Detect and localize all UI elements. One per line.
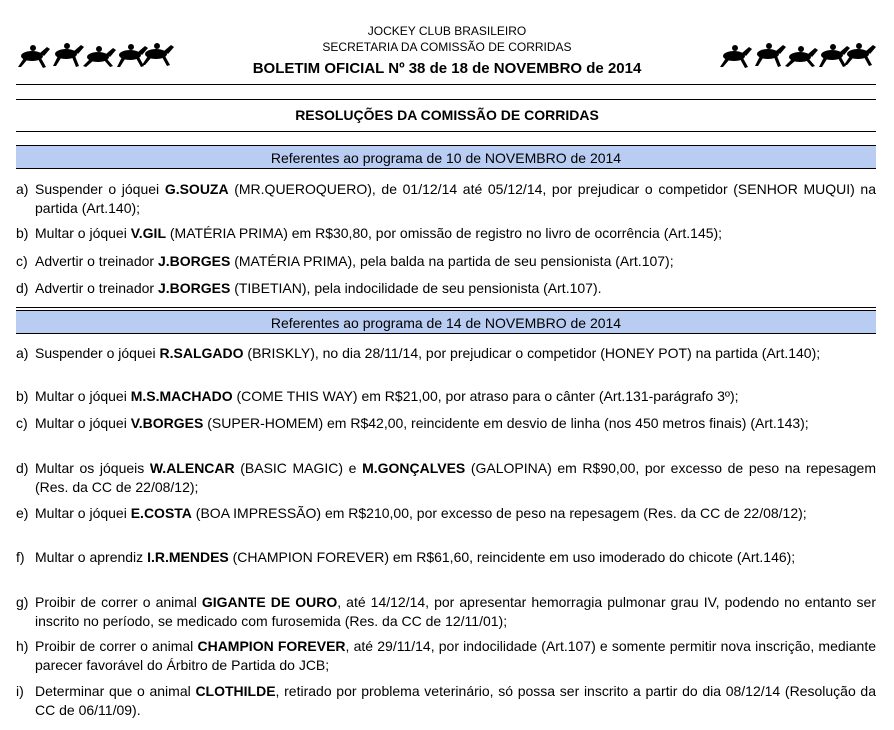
resolution-item: [16, 504, 876, 523]
department-name: SECRETARIA DA COMISSÃO DE CORRIDAS: [322, 40, 572, 54]
racing-horses-icon: [16, 40, 176, 70]
item-label: c): [16, 415, 28, 431]
item-text: Multar o aprendiz I.R.MENDES (CHAMPION FOREVER) em R$61,60, reincidente em uso imoderado do chicote (Art.146);: [35, 549, 796, 565]
item-text: Multar o jóquei M.S.MACHADO (COME THIS WAY) em R$21,00, por atraso para o cânter (Art.131-parágrafo 3º);: [35, 388, 739, 404]
resolution-item: [16, 682, 876, 720]
page-title: RESOLUÇÕES DA COMISSÃO DE CORRIDAS: [295, 107, 599, 123]
item-label: b): [16, 225, 29, 241]
divider: [16, 99, 876, 100]
item-label: a): [16, 181, 29, 197]
section-heading: Referentes ao programa de 10 de NOVEMBRO de 2014: [16, 145, 876, 169]
item-text: Proibir de correr o animal CHAMPION FOREVER, até 29/11/14, por indocilidade (Art.107) e somente permitir nova inscrição, mediante parecer favorável do Árbitro de Partida do JCB;: [35, 638, 876, 673]
resolution-item: [16, 252, 876, 271]
item-label: h): [16, 638, 29, 654]
item-label: e): [16, 505, 29, 521]
item-text: Multar o jóquei V.GIL (MATÉRIA PRIMA) em R$30,80, por omissão de registro no livro de ocorrência (Art.145);: [35, 225, 723, 241]
resolution-item: [16, 459, 876, 497]
divider: [16, 307, 876, 308]
item-text: Determinar que o animal CLOTHILDE, retirado por problema veterinário, só possa ser inscrito a partir do dia 08/12/14 (Resolução da CC de 06/11/09).: [35, 683, 876, 718]
section-heading: Referentes ao programa de 14 de NOVEMBRO de 2014: [16, 310, 876, 334]
item-label: d): [16, 280, 29, 296]
item-text: Multar o jóquei E.COSTA (BOA IMPRESSÃO) em R$210,00, por excesso de peso na repesagem (Res. da CC de 22/08/12);: [35, 505, 807, 521]
item-text: Suspender o jóquei G.SOUZA (MR.QUEROQUERO), de 01/12/14 até 05/12/14, por prejudicar o competidor (SENHOR MUQUI) na partida (Art.140);: [35, 181, 876, 216]
item-label: a): [16, 345, 29, 361]
item-text: Multar o jóquei V.BORGES (SUPER-HOMEM) em R$42,00, reincidente em desvio de linha (nos 450 metros finais) (Art.143);: [35, 415, 809, 431]
item-label: d): [16, 460, 29, 476]
bulletin-title: BOLETIM OFICIAL Nº 38 de 18 de NOVEMBRO de 2014: [252, 60, 642, 77]
item-text: Proibir de correr o animal GIGANTE DE OURO, até 14/12/14, por apresentar hemorragia pulmonar grau IV, podendo no entanto ser inscrito no período, se medicado com furosemida (Res. da CC de 12/11/01);: [35, 594, 877, 629]
divider: [16, 84, 876, 85]
item-text: Suspender o jóquei R.SALGADO (BRISKLY), no dia 28/11/14, por prejudicar o competidor (HONEY POT) na partida (Art.140);: [35, 345, 821, 361]
resolution-item: [16, 344, 876, 363]
item-label: i): [16, 683, 24, 699]
org-name: JOCKEY CLUB BRASILEIRO: [367, 24, 527, 38]
resolution-item: [16, 548, 876, 567]
resolution-item: [16, 387, 876, 406]
item-text: Advertir o treinador J.BORGES (TIBETIAN), pela indocilidade de seu pensionista (Art.107).: [35, 280, 602, 296]
divider: [16, 131, 876, 132]
item-label: g): [16, 594, 29, 610]
resolution-item: [16, 279, 876, 298]
resolution-item: [16, 180, 876, 218]
item-label: f): [16, 549, 25, 565]
item-label: b): [16, 388, 29, 404]
resolution-item: [16, 593, 876, 631]
resolution-item: [16, 414, 876, 433]
resolution-item: [16, 637, 876, 675]
item-text: Multar os jóqueis W.ALENCAR (BASIC MAGIC) e M.GONÇALVES (GALOPINA) em R$90,00, por excesso de peso na repesagem (Res. da CC de 22/08/12);: [35, 460, 876, 495]
racing-horses-icon: [718, 40, 878, 70]
item-label: c): [16, 253, 28, 269]
item-text: Advertir o treinador J.BORGES (MATÉRIA PRIMA), pela balda na partida de seu pensionista (Art.107);: [35, 253, 674, 269]
resolution-item: [16, 224, 876, 243]
